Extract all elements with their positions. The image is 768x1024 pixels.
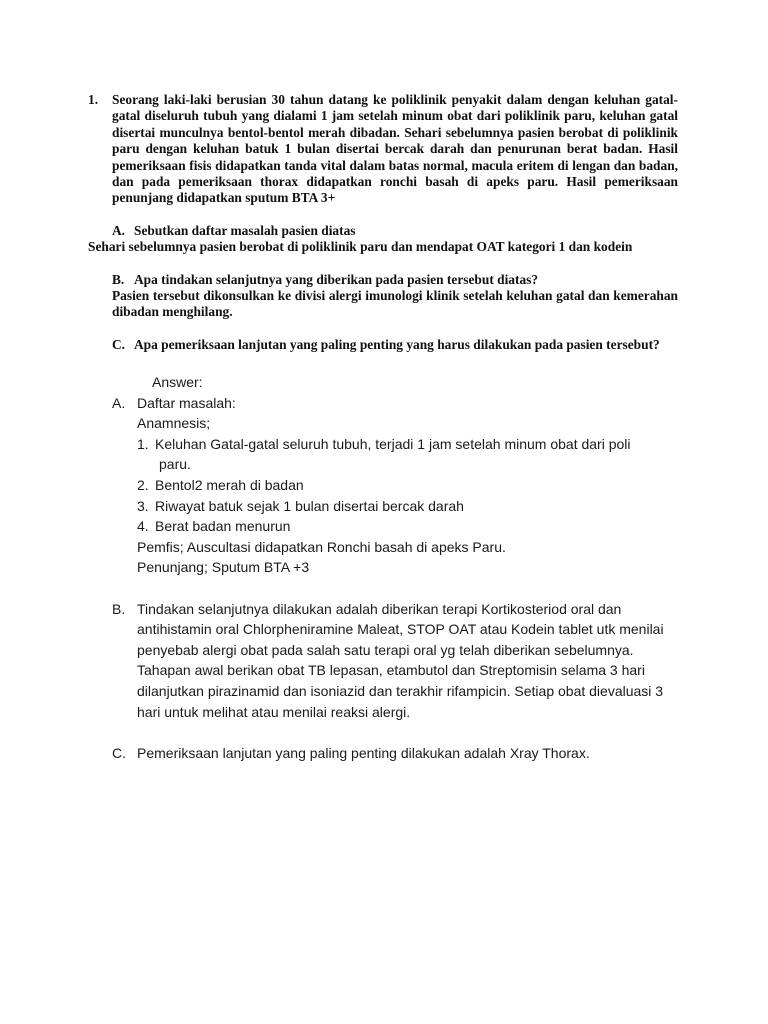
answer-b xyxy=(112,599,692,723)
answer-b-text: Tindakan selanjutnya dilakukan adalah diberikan terapi Kortikosteriod oral dan antihistamin oral Chlorpheniramine Maleat, STOP OAT atau Kodein tablet utk menilai penyebab alergi obat pada salah satu terapi oral yg telah diberikan sebelumnya. Tahapan awal berikan obat TB lepasan, etambutol dan Streptomisin selama 3 hari dilanjutkan pirazinamid dan isoniazid dan terakhir rifampicin. Setiap obat dievaluasi 3 hari untuk melihat atau menilai reaksi alergi. xyxy=(137,600,664,720)
list-item: 1. Keluhan Gatal-gatal seluruh tubuh, terjadi 1 jam setelah minum obat dari poli paru. xyxy=(137,435,631,473)
sub-question-b xyxy=(112,272,678,321)
sub-question-b-answer: Pasien tersebut dikonsulkan ke divisi alergi imunologi klinik setelah keluhan gatal dan kemerahan dibadan menghilang. xyxy=(112,288,678,320)
sub-question-a-text: Sebutkan daftar masalah pasien diatas xyxy=(134,222,356,238)
sub-question-c-text: Apa pemeriksaan lanjutan yang paling penting yang harus dilakukan pada pasien tersebut? xyxy=(134,336,660,352)
list-item: 4. Berat badan menurun xyxy=(137,518,291,535)
sub-question-a xyxy=(88,222,678,256)
list-item: 3. Riwayat batuk sejak 1 bulan disertai bercak darah xyxy=(137,497,464,514)
question-block xyxy=(88,92,678,353)
question-text: Seorang laki-laki berusian 30 tahun datang ke poliklinik penyakit dalam dengan keluhan gatal-gatal diseluruh tubuh yang dialami 1 jam setelah minum obat dari poliklinik paru, keluhan gatal disertai munculnya bentol-bentol merah dibadan. Sehari sebelumnya pasien berobat di poliklinik paru dengan keluhan batuk 1 bulan disertai bercak darah dan penurunan berat badan. Hasil pemeriksaan fisis didapatkan tanda vital dalam batas normal, macula eritem di lengan dan badan, dan pada pemeriksaan thorax didapatkan ronchi basah di apeks paru. Hasil pemeriksaan penunjang didapatkan sputum BTA 3+ xyxy=(112,92,678,206)
sub-question-c-letter: C. xyxy=(112,336,126,352)
answer-a-heading: Daftar masalah: xyxy=(137,394,236,411)
answer-title: Answer: xyxy=(152,374,203,390)
anamnesis-label: Anamnesis; xyxy=(137,415,211,432)
answer-c xyxy=(112,743,692,764)
sub-question-a-letter: A. xyxy=(112,222,126,238)
sub-question-a-answer: Sehari sebelumnya pasien berobat di poliklinik paru dan mendapat OAT kategori 1 dan kodein xyxy=(88,239,633,255)
answer-c-letter: C. xyxy=(112,744,126,761)
list-item: 2. Bentol2 merah di badan xyxy=(137,476,304,493)
question-number: 1. xyxy=(88,92,99,107)
sub-question-b-text: Apa tindakan selanjutnya yang diberikan pada pasien tersebut diatas? xyxy=(134,271,539,287)
answer-block xyxy=(112,372,692,763)
answer-a xyxy=(112,393,692,578)
answer-b-letter: B. xyxy=(112,600,126,617)
sub-question-b-letter: B. xyxy=(112,271,125,287)
sub-question-c xyxy=(112,337,678,353)
answer-a-letter: A. xyxy=(112,394,126,411)
pemfis-line: Pemfis; Auscultasi didapatkan Ronchi basah di apeks Paru. xyxy=(137,538,506,555)
penunjang-line: Penunjang; Sputum BTA +3 xyxy=(137,559,310,576)
answer-c-text: Pemeriksaan lanjutan yang paling penting dilakukan adalah Xray Thorax. xyxy=(137,744,590,761)
